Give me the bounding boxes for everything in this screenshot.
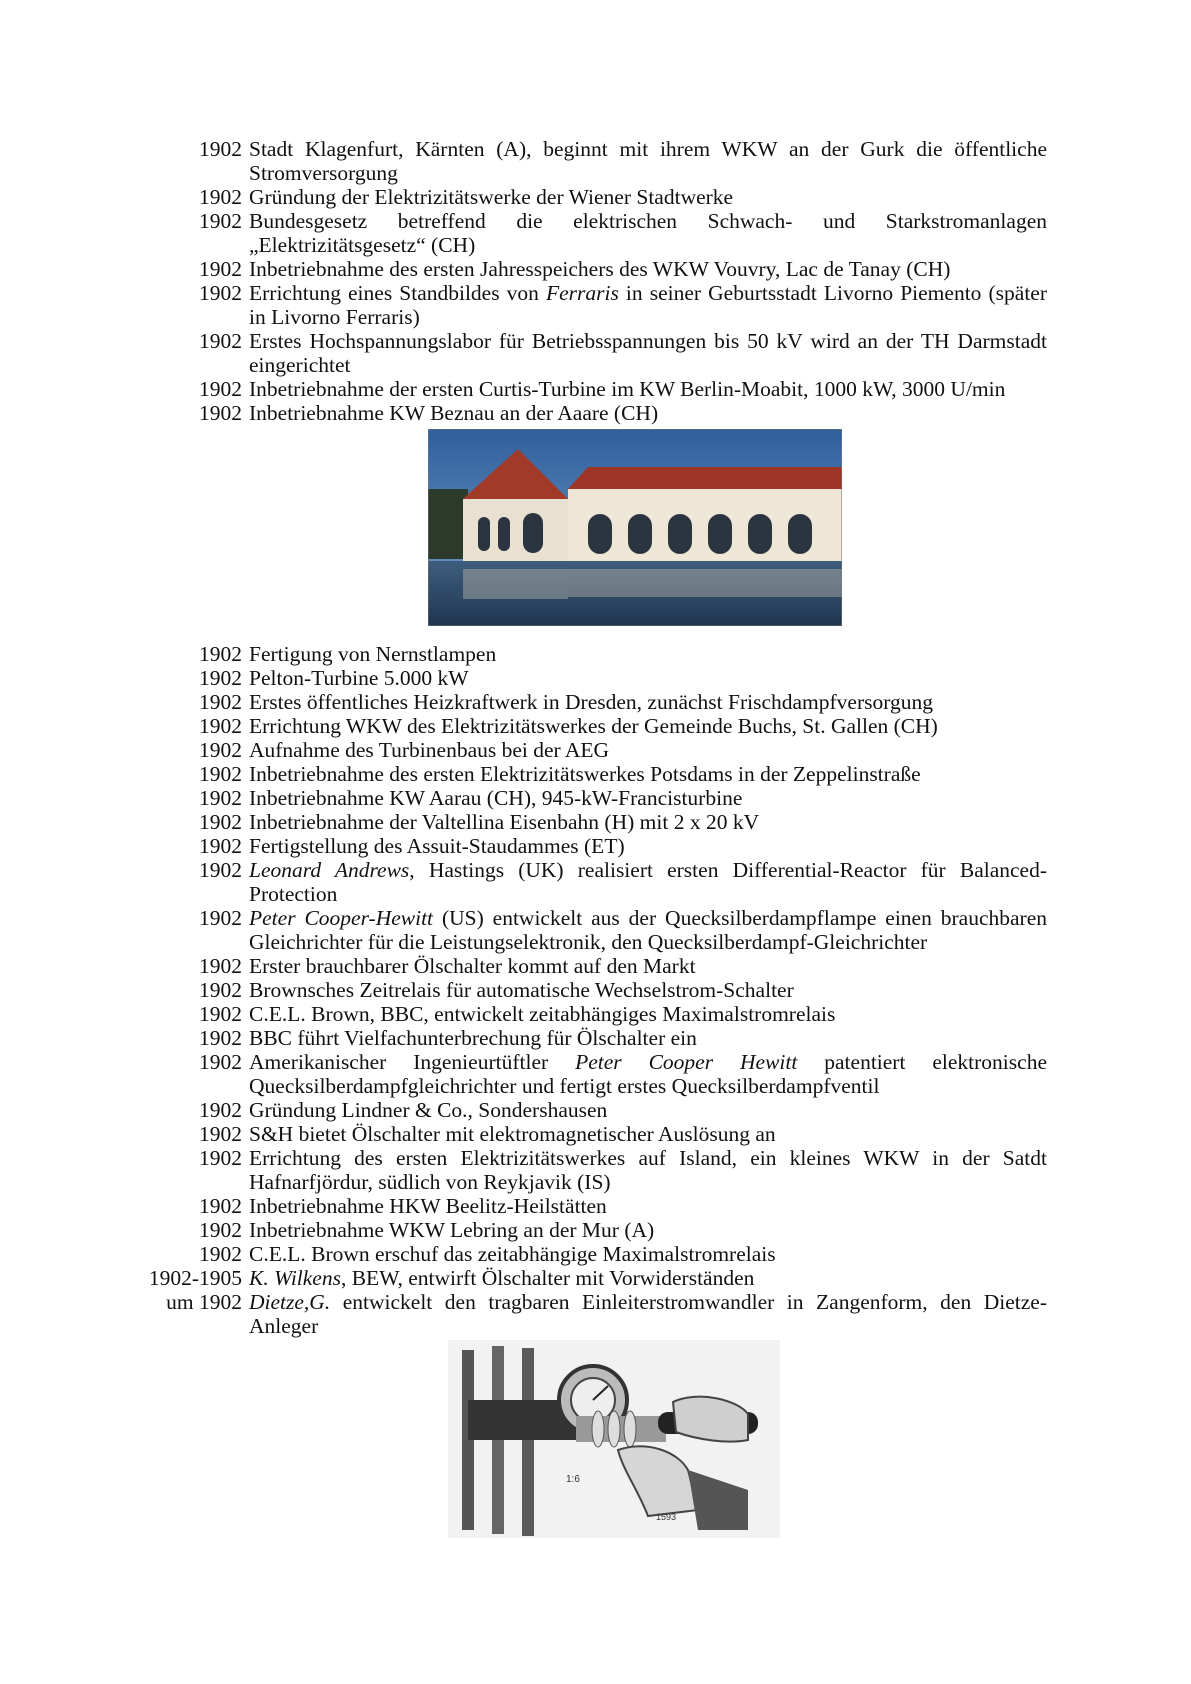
entry-text-part: Fertigung von Nernstlampen: [249, 642, 497, 666]
entry-year: 1902: [199, 810, 242, 834]
entry-text-part: Erstes öffentliches Heizkraftwerk in Dresden, zunächst Frischdampfversorgung: [249, 690, 934, 714]
entry-text: [249, 1266, 1047, 1290]
entry-text-part: in seiner Geburtsstadt Livorno Piemento (später in Livorno Ferraris): [249, 281, 1047, 329]
entry-text-part: C.E.L. Brown, BBC, entwickelt zeitabhängiges Maximalstromrelais: [249, 1002, 836, 1026]
entry-year: 1902: [199, 137, 242, 161]
entry-year: 1902: [199, 1242, 242, 1266]
chronology-entry: [0, 1194, 1191, 1218]
entry-text: [249, 690, 1047, 714]
entry-text-part: Aufnahme des Turbinenbaus bei der AEG: [249, 738, 610, 762]
entry-text-part: Inbetriebnahme WKW Lebring an der Mur (A): [249, 1218, 655, 1242]
chronology-entry: [0, 377, 1191, 401]
entry-year: 1902: [199, 1026, 242, 1050]
entry-text-part: patentiert elektronische Quecksilberdampfgleichrichter und fertigt erstes Quecksilberdampfventil: [249, 1050, 1047, 1098]
entry-text-part: Gründung Lindner & Co., Sondershausen: [249, 1098, 608, 1122]
entry-year: 1902: [199, 1146, 242, 1170]
entry-text: [249, 1218, 1047, 1242]
chronology-entry: [0, 834, 1191, 858]
entry-text-part: (US) entwickelt aus der Quecksilberdampflampe einen brauchbaren Gleichrichter für die Leistungselektronik, den Quecksilberdampf-Gleichrichter: [249, 906, 1047, 954]
entry-name-italic: Peter Cooper-Hewitt: [249, 906, 434, 930]
entry-text: [249, 666, 1047, 690]
entry-text-part: Gründung der Elektrizitätswerke der Wiener Stadtwerke: [249, 185, 734, 209]
entry-year: 1902: [199, 762, 242, 786]
entry-year: 1902: [199, 1050, 242, 1074]
entry-year: 1902: [199, 377, 242, 401]
entry-year: 1902: [199, 401, 242, 425]
entry-text-part: Erstes Hochspannungslabor für Betriebsspannungen bis 50 kV wird an der TH Darmstadt eingerichtet: [249, 329, 1047, 377]
entry-text-part: Amerikanischer Ingenieurtüftler: [249, 1050, 576, 1074]
entry-text: [249, 257, 1047, 281]
entry-text: [249, 786, 1047, 810]
entry-text: [249, 1146, 1047, 1194]
chronology-entry: [0, 137, 1191, 185]
entry-name-italic: Dietze,G.: [249, 1290, 331, 1314]
chronology-entry: [0, 1026, 1191, 1050]
entry-year: 1902: [199, 690, 242, 714]
chronology-entry: [0, 1146, 1191, 1194]
entry-text: [249, 137, 1047, 185]
entry-year: 1902: [199, 738, 242, 762]
chronology-entry: [0, 1002, 1191, 1026]
entry-text: [249, 1002, 1047, 1026]
chronology-entry: [0, 690, 1191, 714]
entry-year: 1902: [199, 954, 242, 978]
photo-kw-beznau: [428, 429, 842, 626]
entry-text: [249, 954, 1047, 978]
entry-year: 1902: [199, 906, 242, 930]
chronology-entry: [0, 1098, 1191, 1122]
chronology-entry: [0, 906, 1191, 954]
figure-label-number: 1593: [656, 1512, 677, 1522]
chronology-entry: [0, 1050, 1191, 1098]
entry-text: [249, 1122, 1047, 1146]
chronology-entry: [0, 1122, 1191, 1146]
chronology-entry: [0, 810, 1191, 834]
entry-year: 1902: [199, 209, 242, 233]
chronology-list-part-1: [0, 137, 1191, 425]
entry-year: 1902: [199, 281, 242, 305]
entry-text: [249, 1098, 1047, 1122]
entry-text-part: Inbetriebnahme der ersten Curtis-Turbine im KW Berlin-Moabit, 1000 kW, 3000 U/min: [249, 377, 1006, 401]
entry-text: [249, 1194, 1047, 1218]
entry-text: [249, 1050, 1047, 1098]
figure-label-scale: 1:6: [566, 1474, 580, 1485]
entry-year: 1902: [199, 185, 242, 209]
entry-text-part: BBC führt Vielfachunterbrechung für Ölschalter ein: [249, 1026, 697, 1050]
entry-name-italic: Leonard Andrews: [249, 858, 410, 882]
entry-year: 1902: [199, 329, 242, 353]
entry-text: [249, 714, 1047, 738]
entry-text-part: , Hastings (UK) realisiert ersten Differential-Reactor für Balanced-Protection: [249, 858, 1048, 906]
entry-text: [249, 738, 1047, 762]
entry-year: 1902: [199, 257, 242, 281]
entry-text: [249, 281, 1047, 329]
entry-text-part: Inbetriebnahme des ersten Jahresspeichers des WKW Vouvry, Lac de Tanay (CH): [249, 257, 951, 281]
entry-year: 1902: [199, 1218, 242, 1242]
entry-year: 1902: [199, 978, 242, 1002]
entry-year: um 1902: [166, 1290, 242, 1314]
entry-text-part: Brownsches Zeitrelais für automatische Wechselstrom-Schalter: [249, 978, 794, 1002]
entry-text: [249, 1242, 1047, 1266]
entry-year: 1902: [199, 714, 242, 738]
entry-year: 1902: [199, 666, 242, 690]
entry-text: [249, 401, 1047, 425]
entry-text: [249, 810, 1047, 834]
entry-text-part: Errichtung des ersten Elektrizitätswerkes auf Island, ein kleines WKW in der Satdt Hafnarfjördur, südlich von Reykjavik (IS): [249, 1146, 1047, 1194]
chronology-entry: [0, 642, 1191, 666]
entry-text-part: Errichtung eines Standbildes von: [249, 281, 546, 305]
chronology-entry: [0, 666, 1191, 690]
entry-text: [249, 642, 1047, 666]
entry-text: [249, 1026, 1047, 1050]
entry-year: 1902: [199, 786, 242, 810]
entry-text-part: Erster brauchbarer Ölschalter kommt auf den Markt: [249, 954, 696, 978]
entry-name-italic: Ferraris: [545, 281, 619, 305]
entry-year: 1902-1905: [148, 1266, 242, 1290]
entry-text-part: C.E.L. Brown erschuf das zeitabhängige Maximalstromrelais: [249, 1242, 776, 1266]
entry-year: 1902: [199, 642, 242, 666]
entry-year: 1902: [199, 858, 242, 882]
chronology-entry: [0, 738, 1191, 762]
chronology-entry: [0, 858, 1191, 906]
chronology-entry: [0, 714, 1191, 738]
entry-name-italic: K. Wilkens: [249, 1266, 341, 1290]
entry-year: 1902: [199, 1098, 242, 1122]
entry-text-part: Pelton-Turbine 5.000 kW: [249, 666, 469, 690]
entry-text-part: Inbetriebnahme KW Beznau an der Aaare (CH): [249, 401, 659, 425]
entry-text: [249, 978, 1047, 1002]
entry-name-italic: Peter Cooper Hewitt: [575, 1050, 798, 1074]
chronology-entry: [0, 209, 1191, 257]
entry-text-part: Inbetriebnahme HKW Beelitz-Heilstätten: [249, 1194, 607, 1218]
chronology-entry: [0, 1218, 1191, 1242]
entry-text: [249, 377, 1047, 401]
figure-dietze-anleger: [448, 1340, 780, 1538]
entry-text: [249, 185, 1047, 209]
entry-text: [249, 1290, 1047, 1338]
entry-text-part: Stadt Klagenfurt, Kärnten (A), beginnt mit ihrem WKW an der Gurk die öffentliche Stromversorgung: [249, 137, 1047, 185]
chronology-entry: [0, 762, 1191, 786]
chronology-entry: [0, 1242, 1191, 1266]
chronology-entry: [0, 257, 1191, 281]
entry-text-part: Fertigstellung des Assuit-Staudammes (ET): [249, 834, 625, 858]
entry-text-part: Inbetriebnahme der Valtellina Eisenbahn (H) mit 2 x 20 kV: [249, 810, 760, 834]
entry-text-part: Inbetriebnahme des ersten Elektrizitätswerkes Potsdams in der Zeppelinstraße: [249, 762, 921, 786]
entry-year: 1902: [199, 1002, 242, 1026]
entry-text: [249, 762, 1047, 786]
chronology-entry: [0, 329, 1191, 377]
entry-text: [249, 858, 1047, 906]
entry-text: [249, 834, 1047, 858]
chronology-entry: [0, 786, 1191, 810]
document-page: [0, 137, 1191, 1538]
entry-year: 1902: [199, 1122, 242, 1146]
chronology-list-part-2: [0, 642, 1191, 1338]
chronology-entry: [0, 401, 1191, 425]
chronology-entry: [0, 978, 1191, 1002]
entry-text-part: Bundesgesetz betreffend die elektrischen Schwach- und Starkstromanlagen „Elektrizitätsgesetz“ (CH): [249, 209, 1047, 257]
entry-text-part: Errichtung WKW des Elektrizitätswerkes der Gemeinde Buchs, St. Gallen (CH): [249, 714, 938, 738]
entry-text-part: entwickelt den tragbaren Einleiterstromwandler in Zangenform, den Dietze-Anleger: [249, 1290, 1047, 1338]
entry-text-part: Inbetriebnahme KW Aarau (CH), 945-kW-Francisturbine: [249, 786, 743, 810]
chronology-entry: [0, 281, 1191, 329]
chronology-entry: [0, 185, 1191, 209]
entry-text: [249, 906, 1047, 954]
entry-text-part: S&H bietet Ölschalter mit elektromagnetischer Auslösung an: [249, 1122, 776, 1146]
entry-year: 1902: [199, 1194, 242, 1218]
chronology-entry: [0, 1290, 1191, 1338]
chronology-entry: [0, 954, 1191, 978]
entry-year: 1902: [199, 834, 242, 858]
chronology-entry: [0, 1266, 1191, 1290]
entry-text-part: , BEW, entwirft Ölschalter mit Vorwiderständen: [340, 1266, 755, 1290]
entry-text: [249, 209, 1047, 257]
entry-text: [249, 329, 1047, 377]
